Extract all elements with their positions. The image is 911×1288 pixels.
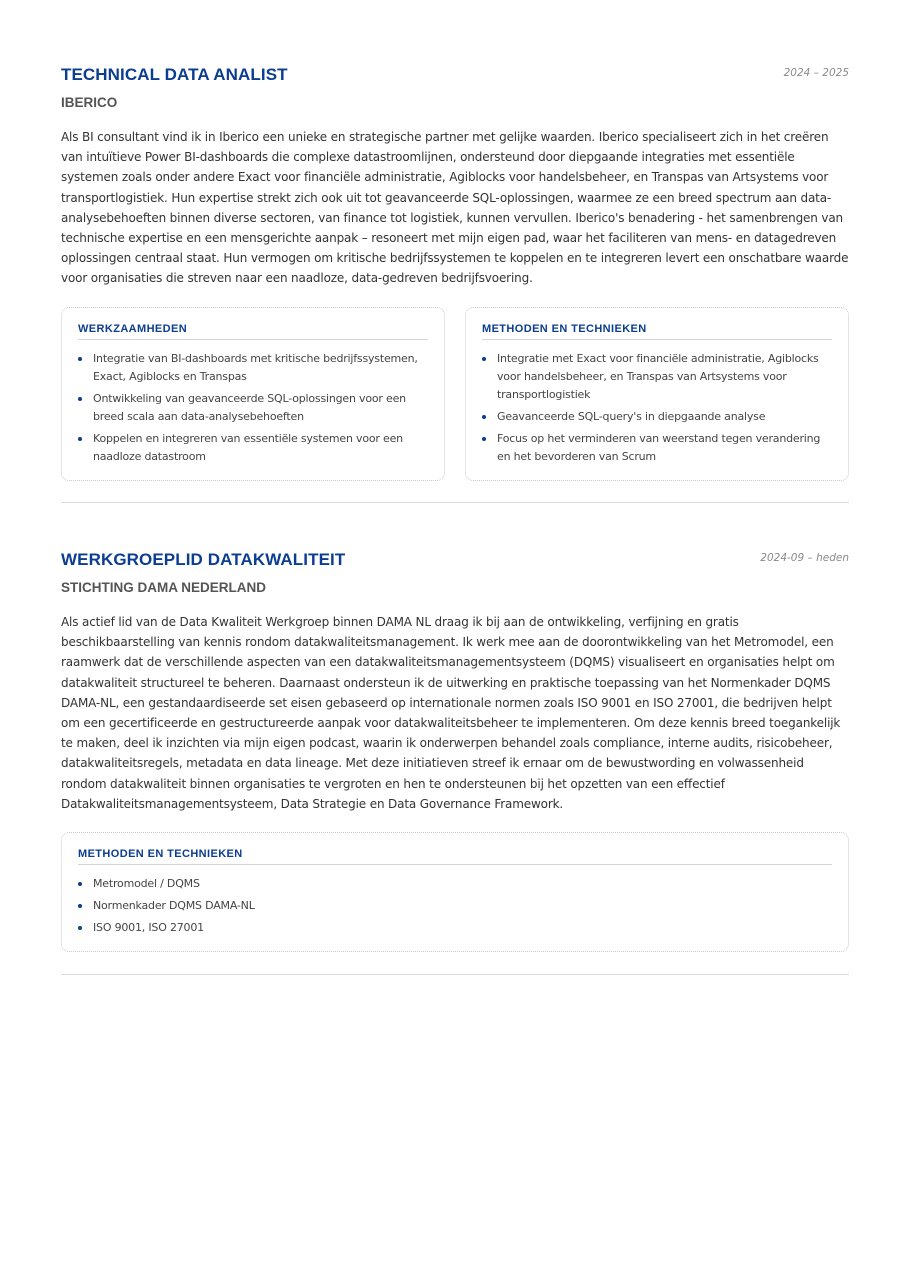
list-item <box>78 875 832 893</box>
company-name: IBERICO <box>61 95 118 110</box>
bullet-icon <box>78 437 82 441</box>
card-methoden-en-technieken <box>61 832 849 952</box>
job-title: WERKGROEPLID DATAKWALITEIT <box>61 550 346 569</box>
section-divider <box>61 502 849 503</box>
list-item <box>482 350 832 404</box>
company-name: STICHTING DAMA NEDERLAND <box>61 580 266 595</box>
list-item <box>78 897 832 915</box>
bullet-icon <box>78 904 82 908</box>
job-description: Als actief lid van de Data Kwaliteit Werkgroep binnen DAMA NL draag ik bij aan de ontwikkeling, verfijning en gratis beschikbaarstelling van kennis rondom datakwaliteitsmanagement. Ik werk mee aan de doorontwikkeling van het Metromodel, een raamwerk dat de verschillende aspecten van een datakwaliteitsmanagementsysteem (DQMS) visualiseert en organisaties helpt om datakwaliteit structureel te beheren. Daarnaast ondersteun ik de uitwerking en praktische toepassing van het Normenkader DQMS DAMA-NL, een gestandaardiseerde set eisen gebaseerd op internationale normen zoals ISO 9001 en ISO 27001, die bedrijven helpt om een gecertificeerde en gestructureerde aanpak voor datakwaliteitsbeheer te implementeren. Om deze kennis breed toegankelijk te maken, deel ik inzichten via mijn eigen podcast, waarin ik onderwerpen behandel zoals compliance, interne audits, risicobeheer, datakwaliteitsregels, metadata en data lineage. Met deze initiatieven streef ik ernaar om de bewustwording en volwassenheid rondom datakwaliteit binnen organisaties te vergroten en hen te ondersteunen bij het opzetten van een effectief Datakwaliteitsmanagementsysteem, Data Strategie en Data Governance Framework. <box>61 615 841 811</box>
bullet-icon <box>482 437 486 441</box>
list-item-text: Metromodel / DQMS <box>93 877 200 891</box>
job-entry-technical-data-analist <box>61 64 849 481</box>
bullet-icon <box>482 415 486 419</box>
job-cards <box>61 832 849 952</box>
bullet-icon <box>482 357 486 361</box>
job-title: TECHNICAL DATA ANALIST <box>61 65 288 84</box>
list-item <box>78 919 832 937</box>
list-item-text: Integratie met Exact voor financiële administratie, Agiblocks voor handelsbeheer, en Transpas van Artsystems voor transportlogistiek <box>497 351 819 401</box>
job-entry-werkgroeplid-datakwaliteit <box>61 549 849 952</box>
bullet-icon <box>78 397 82 401</box>
card-title: METHODEN EN TECHNIEKEN <box>78 848 832 865</box>
section-divider <box>61 974 849 975</box>
job-header <box>61 64 849 88</box>
card-list <box>78 350 428 466</box>
bullet-icon <box>78 357 82 361</box>
job-cards <box>61 307 849 481</box>
job-header <box>61 549 849 573</box>
job-date: 2024 – 2025 <box>783 67 849 79</box>
card-list <box>78 875 832 937</box>
list-item-text: ISO 9001, ISO 27001 <box>93 921 204 935</box>
bullet-icon <box>78 882 82 886</box>
list-item-text: Geavanceerde SQL-query's in diepgaande analyse <box>497 409 766 423</box>
card-title: WERKZAAMHEDEN <box>78 323 428 340</box>
job-description: Als BI consultant vind ik in Iberico een unieke en strategische partner met gelijke waarden. Iberico specialiseert zich in het creëren van intuïtieve Power BI-dashboards die complexe datastroomlijnen, ondersteund door diepgaande integraties met essentiële systemen zoals onder andere Exact voor financiële administratie, Agiblocks voor handelsbeheer, en Transpas van Artsystems voor transportlogistiek. Hun expertise strekt zich ook uit tot geavanceerde SQL-oplossingen, waarmee ze een breed spectrum aan data-analysebehoeften binnen diverse sectoren, van finance tot logistiek, kunnen vervullen. Iberico's benadering - het samenbrengen van technische expertise en een mensgerichte aanpak – resoneert met mijn eigen pad, waar het faciliteren van mens- en datagedreven oplossingen centraal staat. Hun vermogen om kritische bedrijfssystemen te koppelen en te integreren levert een onschatbare waarde voor organisaties die streven naar een naadloze, data-gedreven bedrijfsvoering. <box>61 130 849 286</box>
list-item-text: Koppelen en integreren van essentiële systemen voor een naadloze datastroom <box>93 431 403 463</box>
list-item-text: Ontwikkeling van geavanceerde SQL-oplossingen voor een breed scala aan data-analysebehoeften <box>93 391 406 423</box>
list-item-text: Integratie van BI-dashboards met kritische bedrijfssystemen, Exact, Agiblocks en Transpas <box>93 351 418 383</box>
job-date: 2024-09 – heden <box>760 552 849 564</box>
list-item-text: Normenkader DQMS DAMA-NL <box>93 899 255 913</box>
list-item <box>78 390 428 426</box>
card-werkzaamheden <box>61 307 445 481</box>
bullet-icon <box>78 926 82 930</box>
list-item <box>78 350 428 386</box>
card-list <box>482 350 832 466</box>
list-item <box>482 408 832 426</box>
card-methoden-en-technieken <box>465 307 849 481</box>
list-item-text: Focus op het verminderen van weerstand tegen verandering en het bevorderen van Scrum <box>497 431 821 463</box>
list-item <box>78 430 428 466</box>
list-item <box>482 430 832 466</box>
card-title: METHODEN EN TECHNIEKEN <box>482 323 832 340</box>
